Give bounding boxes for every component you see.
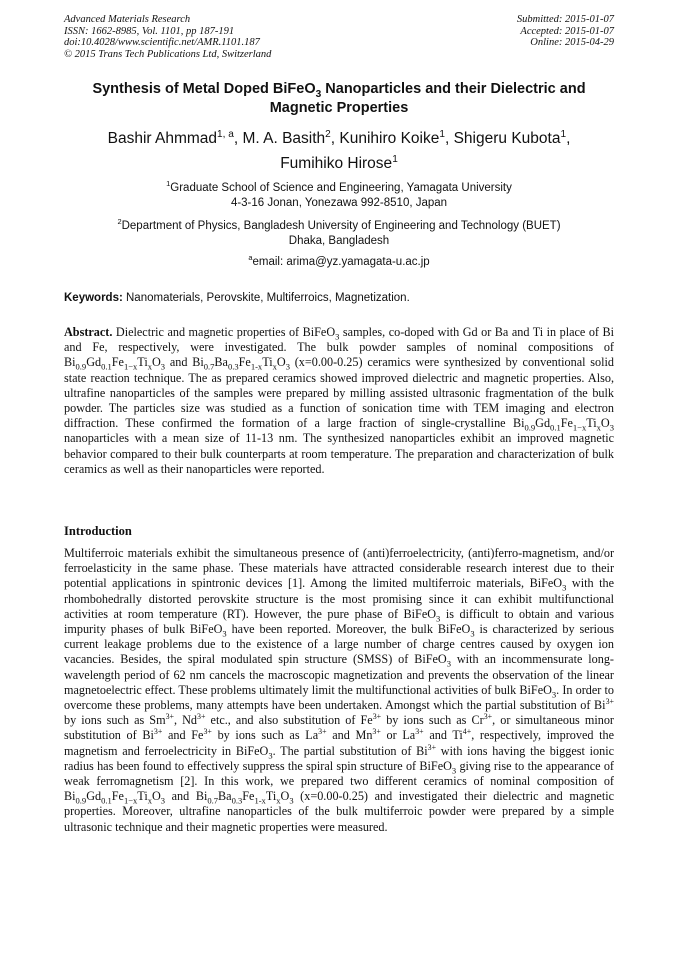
- doi-line: doi:10.4028/www.scientific.net/AMR.1101.187: [64, 37, 260, 48]
- submitted-date: Submitted: 2015-01-07: [516, 14, 614, 25]
- abstract-text: Dielectric and magnetic properties of BiFeO$_3$ samples, co-doped with Gd or Ba and Ti in place of Bi and Fe, respectively, were investigated. The bulk powder samples of nominal compositions of $Bi_{0.9}Gd_{0.1}Fe_{1-x}Ti_xO_3$ and $Bi_{0.7}Ba_{0.3}Fe_{1-x}Ti_xO_3$ (x=0.00-0.25) ceramics were synthesized by conventional solid state reaction technique. The as prepared ceramics showed improved dielectric and magnetic properties. Also, ultrafine nanoparticles of the samples were prepared by milling assisted ultrasonic fragmentation of the bulk powder. The particles size was studied as a function of sonication time with TEM imaging and electron diffraction. These confirmed the formation of a large fraction of single-crystalline $Bi_{0.9}Gd_{0.1}Fe_{1-x}Ti_xO_3$ nanoparticles with a mean size of 11-13 nm. The synthesized nanoparticles exhibit an improved magnetic behavior compared to their bulk counterparts at room temperature. The preparation and characterization of bulk ceramics as well as their nanoparticles were reported.: [64, 325, 615, 476]
- keywords-text: Nanomaterials, Perovskite, Multiferroics, Magnetization.: [122, 292, 410, 304]
- journal-name: Advanced Materials Research: [64, 14, 191, 25]
- section-heading-introduction: Introduction: [64, 524, 132, 538]
- affiliation-1: $^1$Graduate School of Science and Engineering, Yamagata University 4-3-16 Jonan, Yonezawa 992-8510, Japan: [166, 179, 512, 209]
- author-name: M. A. Basith: [242, 130, 326, 147]
- author-name: Fumihiko Hirose: [280, 155, 393, 172]
- keywords-label: Keywords:: [64, 292, 123, 304]
- dates-header: [517, 14, 614, 49]
- author-name: Shigeru Kubota: [453, 130, 561, 147]
- author-name: Kunihiro Koike: [339, 130, 440, 147]
- paper-title: Synthesis of Metal Doped BiFeO$_3$ Nanoparticles and their Dielectric and Magnetic Properties: [92, 81, 586, 116]
- author-list: Bashir Ahmmad$^{1, a}$, M. A. Basith$^2$, Kunihiro Koike$^1$, Shigeru Kubota$^1$, Fumihiko Hirose$^1$: [107, 128, 571, 172]
- copyright-line: © 2015 Trans Tech Publications Ltd, Switzerland: [64, 48, 272, 60]
- author-name: Bashir Ahmmad: [107, 130, 218, 147]
- corresponding-email: $^a$email: arima@yz.yamagata-u.ac.jp: [248, 253, 430, 268]
- journal-header: [64, 14, 271, 60]
- abstract-label: Abstract.: [64, 325, 113, 339]
- introduction-text: Multiferroic materials exhibit the simultaneous presence of (anti)ferroelectricity, (anti)ferro-magnetism, and/or ferroelasticity in the same phase. These materials have attracted considerable research interest due to their potential applications in spintronic devices [1]. Among the limited multiferroic materials, BiFeO$_3$ with the rhombohedrally distorted perovskite structure is the most promising since it can exhibit multifunctional activities at room temperature (RT). However, the pure phase of BiFeO$_3$ is difficult to obtain and various impurity phases of bulk BiFeO$_3$ have been reported. Moreover, the bulk BiFeO$_3$ is characterized by serious current leakage problems due to the existence of a large number of charge centres caused by oxygen ion vacancies. Besides, the spiral modulated spin structure (SMSS) of BiFeO$_3$ with an incommensurate long-wavelength period of 62 nm cancels the macroscopic magnetization and prevents the observation of the linear magnetoelectric effect. These problems ultimately limit the multifunctional activities of bulk BiFeO$_3$. In order to overcome these problems, many attempts have been undertaken. Amongst which the partial substitution of $Bi^{3+}$ by ions such as $Sm^{3+}$, $Nd^{3+}$ etc., and also substitution of $Fe^{3+}$ by ions such as $Cr^{3+}$, or simultaneous minor substitution of $Bi^{3+}$ and $Fe^{3+}$ by ions such as $La^{3+}$ and $Mn^{3+}$ or $La^{3+}$ and $Ti^{4+}$, respectively, improved the magnetism and ferroelectricity in BiFeO$_3$. The partial substitution of $Bi^{3+}$ with ions having the biggest ionic radius has been found to effectively suppress the spiral spin structure of BiFeO$_3$ giving rise to the appearance of weak ferromagnetism [2]. In this work, we prepared two different ceramics of nominal composition of $Bi_{0.9}Gd_{0.1}Fe_{1-x}Ti_xO_3$ and $Bi_{0.7}Ba_{0.3}Fe_{1-x}Ti_xO_3$ (x=0.00-0.25) and investigated their dielectric and magnetic properties. Moreover, ultrafine nanoparticles of the bulk multiferroic powder were prepared by a simple ultrasonic technique and their magnetic properties were measured.: [64, 546, 615, 834]
- issn-line: ISSN: 1662-8985, Vol. 1101, pp 187-191: [64, 25, 235, 37]
- affiliation-2: $^2$Department of Physics, Bangladesh University of Engineering and Technology (BUET) Dhaka, Bangladesh: [117, 217, 561, 247]
- online-date: Online: 2015-04-29: [530, 37, 614, 48]
- abstract: [64, 325, 614, 477]
- keywords: [64, 291, 614, 305]
- accepted-date: Accepted: 2015-01-07: [520, 25, 614, 37]
